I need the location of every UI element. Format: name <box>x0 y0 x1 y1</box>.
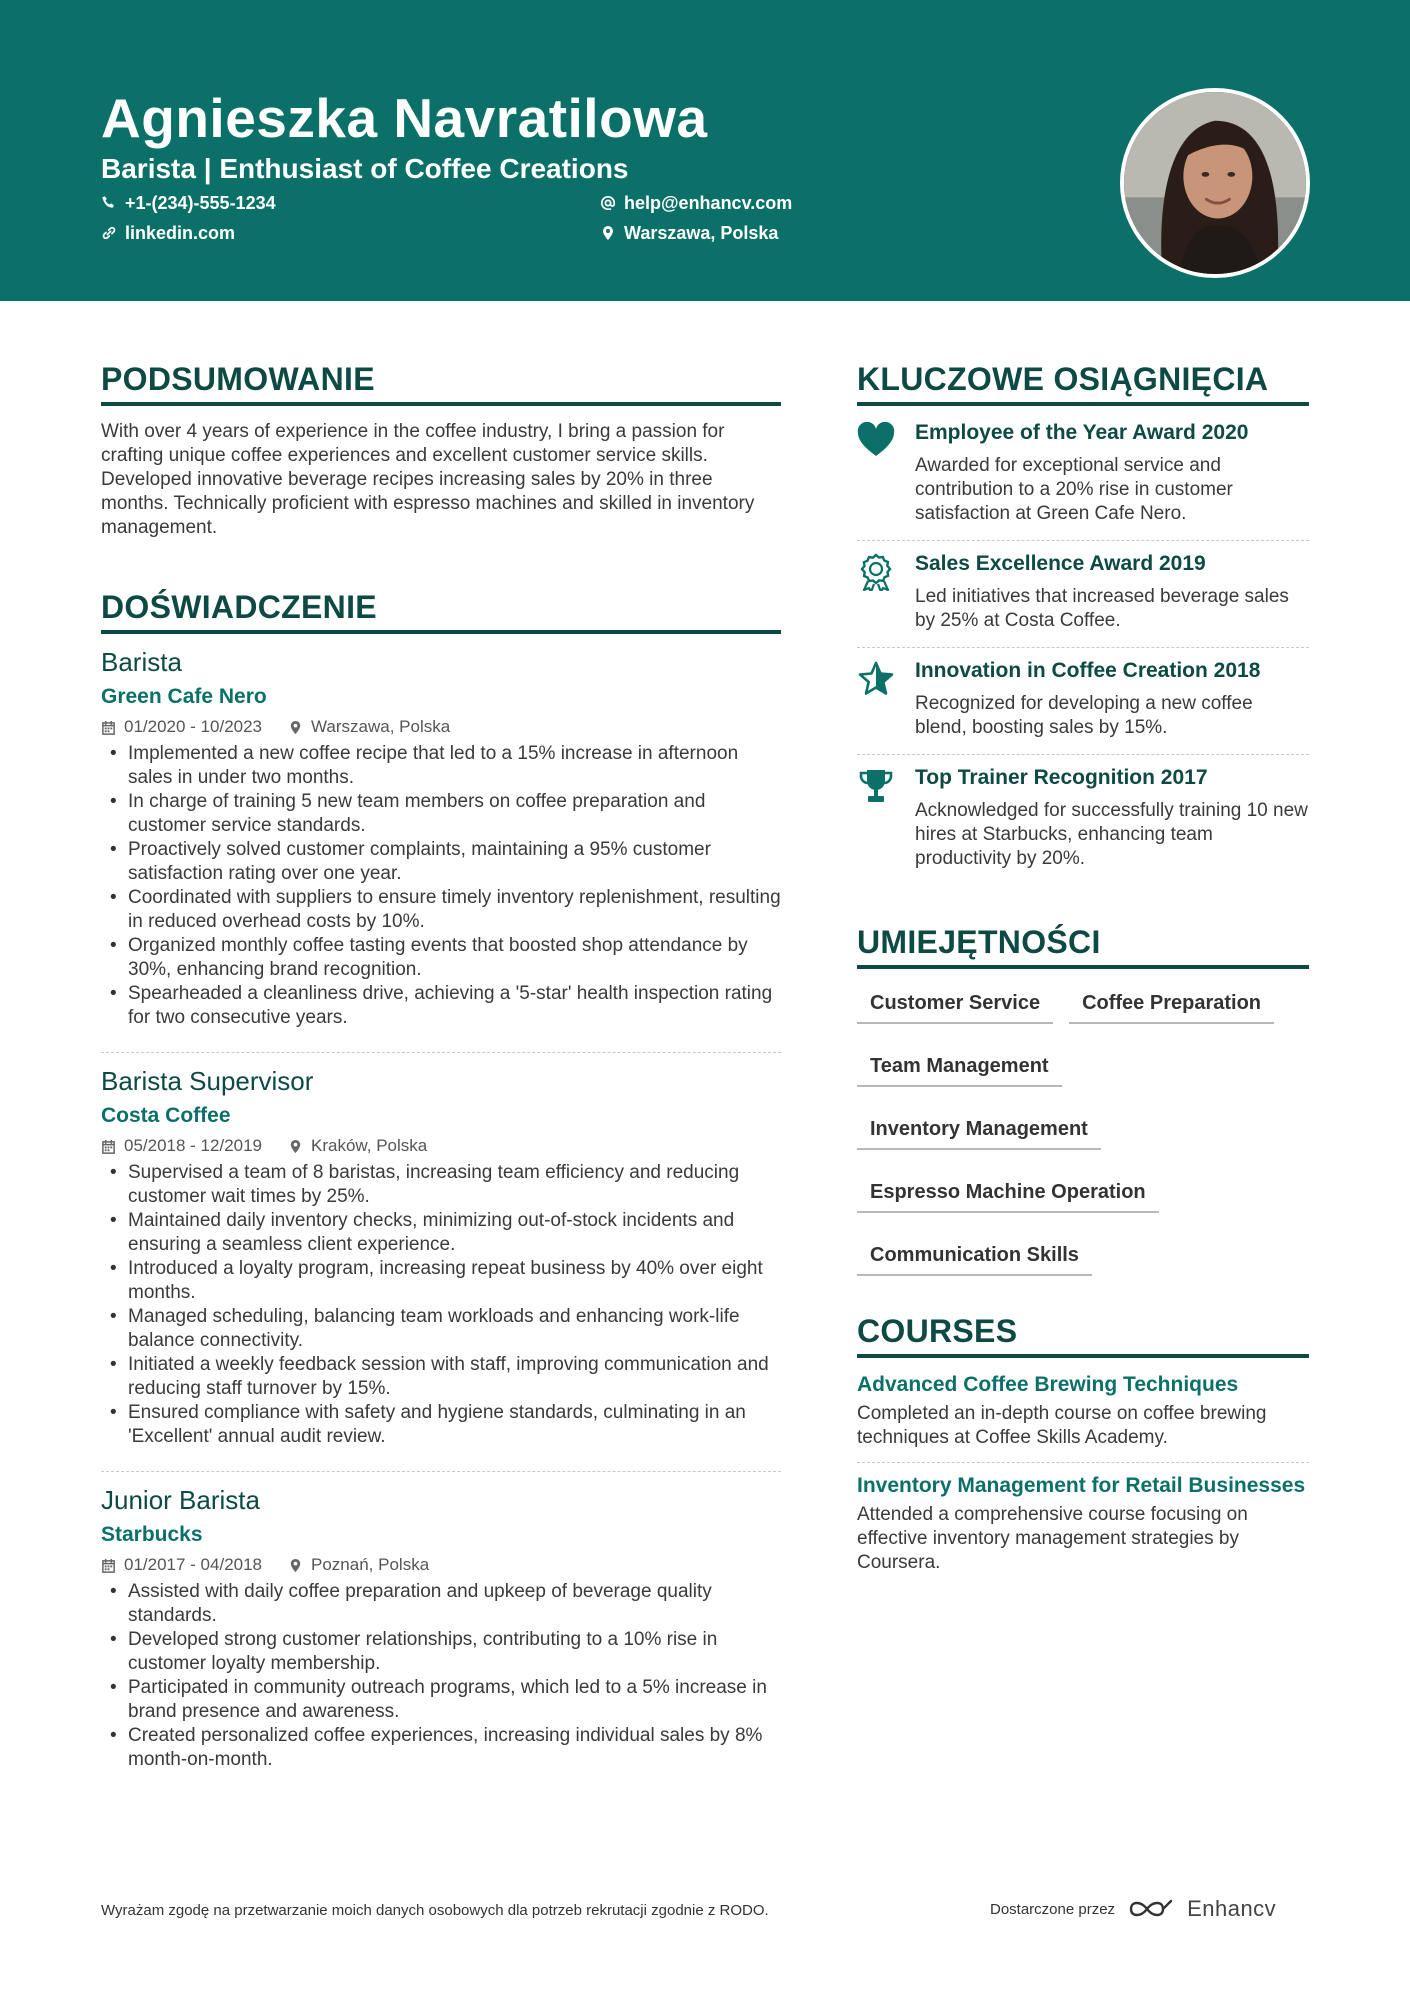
candidate-tagline: Barista | Enthusiast of Coffee Creations <box>101 153 629 184</box>
experience-list <box>101 646 781 1782</box>
achievement-desc: Led initiatives that increased beverage sales by 25% at Costa Coffee. <box>915 586 1289 631</box>
achievement-title: Employee of the Year Award 2020 <box>915 421 1249 444</box>
brand-name: Enhancv <box>1187 1896 1277 1921</box>
job-bullet: • Created personalized coffee experiences, increasing individual sales by 8% month-on-month. <box>101 1724 781 1772</box>
profile-photo <box>1120 88 1310 278</box>
course-title: Advanced Coffee Brewing Techniques <box>857 1373 1239 1396</box>
trophy-icon <box>857 767 895 805</box>
left-column <box>101 360 781 1782</box>
job-title: Junior Barista <box>101 1485 260 1515</box>
location-pin-icon <box>288 1139 303 1154</box>
course-desc: Completed an in-depth course on coffee brewing techniques at Coffee Skills Academy. <box>857 1403 1267 1448</box>
job-location-text: Kraków, Polska <box>311 1136 428 1155</box>
achievement-item <box>857 648 1309 755</box>
job-bullet: • Managed scheduling, balancing team workloads and enhancing work-life balance connectivity. <box>101 1305 781 1353</box>
job-divider <box>101 1471 781 1472</box>
achievement-title: Innovation in Coffee Creation 2018 <box>915 659 1261 682</box>
provided-by-text: Dostarczone przez <box>990 1900 1116 1918</box>
achievement-desc: Recognized for developing a new coffee blend, boosting sales by 15%. <box>915 693 1253 738</box>
calendar-icon <box>101 720 116 735</box>
skill-tag: Inventory Management <box>857 1111 1101 1150</box>
skills-heading: UMIEJĘTNOŚCI <box>857 923 1309 969</box>
job-title: Barista <box>101 647 182 677</box>
achievement-item <box>857 410 1309 541</box>
job-bullet: • Ensured compliance with safety and hygiene standards, culminating in an 'Excellent' annual audit review. <box>101 1401 781 1449</box>
achievement-body <box>915 765 1309 871</box>
contact-email[interactable] <box>600 192 792 214</box>
footer-branding <box>990 1896 1276 1922</box>
course-item <box>857 1362 1309 1463</box>
job-entry <box>101 646 781 1040</box>
location-pin-icon <box>600 225 616 241</box>
achievement-body <box>915 658 1309 740</box>
job-dates-text: 01/2020 - 10/2023 <box>124 717 263 736</box>
job-bullet: • Introduced a loyalty program, increasing repeat business by 40% over eight months. <box>101 1257 781 1305</box>
achievement-body <box>915 420 1309 526</box>
location-pin-icon <box>288 1558 303 1573</box>
achievement-icon-wrap <box>857 765 915 871</box>
job-company: Green Cafe Nero <box>101 685 267 708</box>
achievement-title: Top Trainer Recognition 2017 <box>915 766 1208 789</box>
job-bullet: • Developed strong customer relationships, contributing to a 10% rise in customer loyalty membership. <box>101 1628 781 1676</box>
summary-text: With over 4 years of experience in the coffee industry, I bring a passion for crafting unique coffee experiences and excellent customer service skills. Developed innovative beverage recipes increasing sales by 20% in three months. Technically proficient with espresso machines and skilled in inventory management. <box>101 421 755 538</box>
job-dates-text: 01/2017 - 04/2018 <box>124 1555 263 1574</box>
job-dates <box>101 1135 262 1157</box>
job-location <box>288 1135 427 1157</box>
phone-text: +1-(234)-555-1234 <box>125 193 276 213</box>
job-bullet: • Maintained daily inventory checks, minimizing out-of-stock incidents and ensuring a seamless client experience. <box>101 1209 781 1257</box>
achievement-desc: Awarded for exceptional service and contribution to a 20% rise in customer satisfaction at Green Cafe Nero. <box>915 455 1233 524</box>
job-entry <box>101 1484 781 1782</box>
job-location <box>288 1554 429 1576</box>
job-divider <box>101 1052 781 1053</box>
job-bullet: • Implemented a new coffee recipe that led to a 15% increase in afternoon sales in under two months. <box>101 742 781 790</box>
achievement-desc: Acknowledged for successfully training 10 new hires at Starbucks, enhancing team productivity by 20%. <box>915 800 1308 869</box>
enhancv-logo-icon <box>1127 1896 1175 1922</box>
job-dates <box>101 1554 262 1576</box>
job-bullet: • Organized monthly coffee tasting events that boosted shop attendance by 30%, enhancing brand recognition. <box>101 934 781 982</box>
portrait-image <box>1124 92 1306 274</box>
job-bullet: • Coordinated with suppliers to ensure timely inventory replenishment, resulting in reduced overhead costs by 10%. <box>101 886 781 934</box>
resume-header <box>0 0 1410 301</box>
experience-heading: DOŚWIADCZENIE <box>101 588 781 634</box>
achievement-icon-wrap <box>857 551 915 633</box>
job-bullet: • Participated in community outreach programs, which led to a 5% increase in brand presence and awareness. <box>101 1676 781 1724</box>
calendar-icon <box>101 1139 116 1154</box>
job-bullet: • In charge of training 5 new team members on coffee preparation and customer service standards. <box>101 790 781 838</box>
job-company: Costa Coffee <box>101 1104 231 1127</box>
course-title: Inventory Management for Retail Businesses <box>857 1474 1306 1497</box>
candidate-name: Agnieszka Navratilowa <box>101 87 708 149</box>
job-company: Starbucks <box>101 1523 203 1546</box>
contact-location <box>600 222 778 244</box>
job-entry <box>101 1065 781 1459</box>
job-dates <box>101 716 262 738</box>
star-icon <box>857 660 895 698</box>
consent-text: Wyrażam zgodę na przetwarzanie moich danych osobowych dla potrzeb rekrutacji zgodnie z RODO. <box>101 1902 769 1919</box>
courses-list <box>857 1362 1309 1587</box>
skills-list <box>857 985 1309 1300</box>
job-bullets <box>101 1580 781 1772</box>
job-bullet: • Spearheaded a cleanliness drive, achieving a '5-star' health inspection rating for two consecutive years. <box>101 982 781 1030</box>
achievement-body <box>915 551 1309 633</box>
job-location-text: Warszawa, Polska <box>311 717 451 736</box>
contact-linkedin[interactable] <box>101 222 235 244</box>
achievement-icon-wrap <box>857 658 915 740</box>
contact-phone <box>101 192 276 214</box>
at-sign-icon <box>600 195 616 211</box>
achievement-icon-wrap <box>857 420 915 526</box>
location-pin-icon <box>288 720 303 735</box>
job-bullets <box>101 742 781 1030</box>
job-bullet: • Initiated a weekly feedback session with staff, improving communication and reducing staff turnover by 15%. <box>101 1353 781 1401</box>
achievement-title: Sales Excellence Award 2019 <box>915 552 1206 575</box>
heart-icon <box>857 422 895 460</box>
skill-tag: Communication Skills <box>857 1237 1092 1276</box>
calendar-icon <box>101 1558 116 1573</box>
job-meta <box>101 1135 781 1157</box>
job-location <box>288 716 450 738</box>
job-dates-text: 05/2018 - 12/2019 <box>124 1136 263 1155</box>
course-item <box>857 1463 1309 1587</box>
summary-heading: PODSUMOWANIE <box>101 360 781 406</box>
skill-tag: Coffee Preparation <box>1069 985 1274 1024</box>
job-meta <box>101 1554 781 1576</box>
location-text: Warszawa, Polska <box>624 223 779 243</box>
right-column <box>857 360 1309 1587</box>
job-bullets <box>101 1161 781 1449</box>
award-ribbon-icon <box>857 553 895 591</box>
email-text[interactable]: help@enhancv.com <box>624 193 793 213</box>
job-bullet: • Assisted with daily coffee preparation and upkeep of beverage quality standards. <box>101 1580 781 1628</box>
skill-tag: Customer Service <box>857 985 1053 1024</box>
job-bullet: • Proactively solved customer complaints, maintaining a 95% customer satisfaction rating over one year. <box>101 838 781 886</box>
achievements-list <box>857 410 1309 885</box>
job-location-text: Poznań, Polska <box>311 1555 430 1574</box>
achievement-item <box>857 541 1309 648</box>
achievement-item <box>857 755 1309 885</box>
job-bullet: • Supervised a team of 8 baristas, increasing team efficiency and reducing customer wait times by 25%. <box>101 1161 781 1209</box>
skill-tag: Espresso Machine Operation <box>857 1174 1159 1213</box>
job-title: Barista Supervisor <box>101 1066 314 1096</box>
link-icon <box>101 225 117 241</box>
phone-icon <box>101 195 117 211</box>
achievements-heading: KLUCZOWE OSIĄGNIĘCIA <box>857 360 1309 406</box>
course-desc: Attended a comprehensive course focusing on effective inventory management strategies by Coursera. <box>857 1504 1248 1573</box>
courses-heading: COURSES <box>857 1312 1309 1358</box>
skill-tag: Team Management <box>857 1048 1062 1087</box>
linkedin-text[interactable]: linkedin.com <box>125 223 236 243</box>
job-meta <box>101 716 781 738</box>
